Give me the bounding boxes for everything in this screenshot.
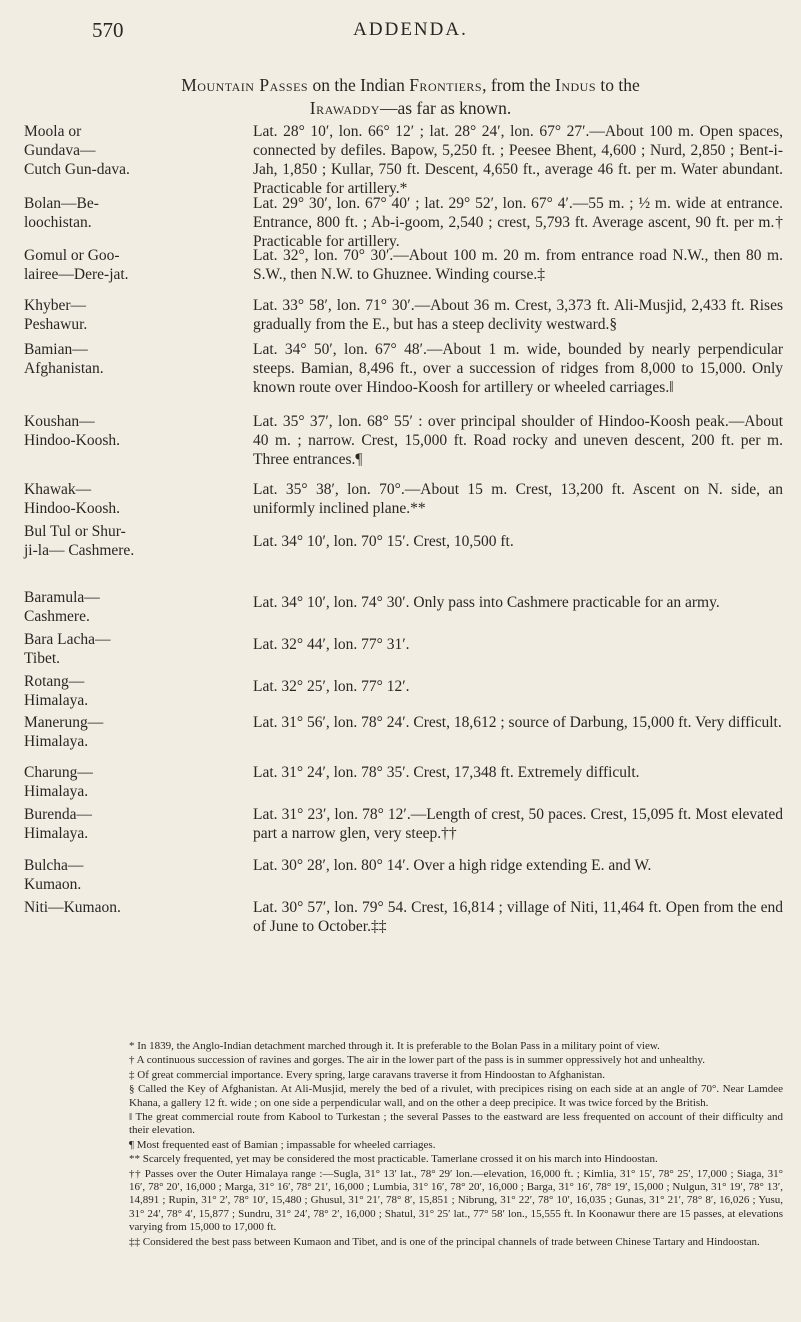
footnote: ¶ Most frequented east of Bamian ; impassable for wheeled carriages.	[129, 1138, 436, 1151]
pass-name: Rotang— Himalaya.	[24, 673, 89, 709]
title-part: Mountain Passes	[181, 75, 309, 95]
section-title	[60, 74, 761, 120]
title-part: Indus	[555, 75, 597, 95]
pass-description: Lat. 28° 10′, lon. 66° 12′ ; lat. 28° 24′, lon. 67° 27′.—About 100 m. Open spaces, connected by defiles. Bapow, 5,250 ft. ; Peesee Bhent, 4,600 ; Nurd, 2,850 ; Bent-i-Jah, 1,850 ; Kullar, 750 ft. Descent, 4,650 ft., average 46 ft. per m. Water abundant. Practicable for artillery.*	[253, 123, 783, 197]
page-header	[60, 18, 761, 42]
pass-name: Bamian— Afghanistan.	[24, 341, 104, 377]
pass-description: Lat. 34° 50′, lon. 67° 48′.—About 1 m. wide, bounded by nearly perpendicular steeps. Bamian, 8,496 ft., over a succession of ridges from 8,000 to 15,000. Only known route over Hindoo-Koosh for artillery or wheeled carriages.‖	[253, 341, 783, 396]
pass-description: Lat. 35° 37′, lon. 68° 55′ : over principal shoulder of Hindoo-Koosh peak.—About 40 m. ; narrow. Crest, 15,000 ft. Road rocky and uneven descent, 200 ft. per m. Three entrances.¶	[253, 413, 783, 468]
pass-description: Lat. 31° 23′, lon. 78° 12′.—Length of crest, 50 paces. Crest, 15,095 ft. Most elevated part a narrow glen, very steep.††	[253, 806, 783, 842]
footnote: ‡‡ Considered the best pass between Kumaon and Tibet, and is one of the principal channels of trade between Chinese Tartary and Hindoostan.	[129, 1235, 760, 1248]
pass-description: Lat. 29° 30′, lon. 67° 40′ ; lat. 29° 52′, lon. 67° 4′.—55 m. ; ½ m. wide at entrance. Entrance, 800 ft. ; Ab-i-goom, 2,540 ; crest, 5,793 ft. Average ascent, 90 ft. per m.† Practicable for artillery.	[253, 195, 783, 250]
pass-name: Koushan— Hindoo-Koosh.	[24, 413, 121, 449]
pass-name: Gomul or Goo-lairee—Dere-jat.	[24, 247, 129, 283]
pass-description: Lat. 32°, lon. 70° 30′.—About 100 m. 20 m. from entrance road N.W., then 80 m. S.W., then N.W. to Ghuznee. Winding course.‡	[253, 247, 783, 283]
pass-description: Lat. 34° 10′, lon. 74° 30′. Only pass into Cashmere practicable for an army.	[253, 594, 720, 611]
pass-description: Lat. 32° 44′, lon. 77° 31′.	[253, 636, 410, 653]
running-title: ADDENDA.	[353, 19, 468, 40]
pass-name: Manerung— Himalaya.	[24, 714, 104, 750]
section-title-line-1	[60, 74, 761, 97]
title-part: to the	[596, 75, 640, 95]
title-part: Irawaddy	[309, 98, 380, 118]
pass-name: Moola or Gundava— Cutch Gun-dava.	[24, 123, 130, 178]
footnote: ‖ The great commercial route from Kabool to Turkestan ; the several Passes to the eastward are less frequented on account of their difficulty and their elevation.	[129, 1111, 783, 1137]
pass-name: Baramula— Cashmere.	[24, 589, 100, 625]
pass-name: Khyber— Peshawur.	[24, 297, 88, 333]
footnote: ** Scarcely frequented, yet may be considered the most practicable. Tamerlane crossed it on his march into Hindoostan.	[129, 1153, 658, 1166]
pass-description: Lat. 31° 56′, lon. 78° 24′. Crest, 18,612 ; source of Darbung, 15,000 ft. Very difficult.	[253, 714, 782, 731]
pass-name: Khawak— Hindoo-Koosh.	[24, 481, 121, 517]
footnotes	[129, 1040, 783, 1250]
pass-description: Lat. 31° 24′, lon. 78° 35′. Crest, 17,348 ft. Extremely difficult.	[253, 764, 640, 781]
title-part: Frontiers	[409, 75, 483, 95]
pass-name: Niti—Kumaon.	[24, 899, 121, 916]
pass-description: Lat. 32° 25′, lon. 77° 12′.	[253, 678, 410, 695]
pass-description: Lat. 30° 57′, lon. 79° 54. Crest, 16,814 ; village of Niti, 11,464 ft. Open from the end of June to October.‡‡	[253, 899, 783, 935]
pass-description: Lat. 34° 10′, lon. 70° 15′. Crest, 10,500 ft.	[253, 533, 514, 550]
page-number: 570	[92, 18, 124, 42]
pass-name: Bara Lacha— Tibet.	[24, 631, 111, 667]
footnote: § Called the Key of Afghanistan. At Ali-Musjid, merely the bed of a rivulet, with precipices rising on each side at an angle of 70°. Near Lamdee Khana, a gallery 12 ft. wide ; on one side a perpendicular wall, and on the other a deep precipice. It was twice forced by the British.	[129, 1083, 783, 1109]
footnote: ‡ Of great commercial importance. Every spring, large caravans traverse it from Hindoostan to Afghanistan.	[129, 1068, 605, 1081]
footnote: † A continuous succession of ravines and gorges. The air in the lower part of the pass is in summer oppressively hot and unhealthy.	[129, 1054, 705, 1067]
pass-name: Charung— Himalaya.	[24, 764, 93, 800]
title-part: , from the	[482, 75, 556, 95]
pass-description: Lat. 30° 28′, lon. 80° 14′. Over a high ridge extending E. and W.	[253, 857, 652, 874]
pass-name: Bulcha— Kumaon.	[24, 857, 84, 893]
pass-name: Burenda— Himalaya.	[24, 806, 93, 842]
pass-description: Lat. 33° 58′, lon. 71° 30′.—About 36 m. Crest, 3,373 ft. Ali-Musjid, 2,433 ft. Rises gradually from the E., but has a steep declivity westward.§	[253, 297, 783, 333]
pass-description: Lat. 35° 38′, lon. 70°.—About 15 m. Crest, 13,200 ft. Ascent on N. side, an uniformly inclined plane.**	[253, 481, 783, 517]
title-part: —as far as known.	[379, 98, 512, 118]
pass-name: Bolan—Be-loochistan.	[24, 195, 99, 231]
pass-name: Bul Tul or Shur-ji-la— Cashmere.	[24, 523, 135, 559]
section-title-line-2	[60, 97, 761, 120]
title-part: on the Indian	[308, 75, 410, 95]
footnote: * In 1839, the Anglo-Indian detachment marched through it. It is preferable to the Bolan Pass in a military point of view.	[129, 1040, 660, 1052]
footnote: †† Passes over the Outer Himalaya range :—Sugla, 31° 13′ lat., 78° 29′ lon.—elevation, 16,000 ft. ; Kimlia, 31° 15′, 78° 25′, 17,000 ; Siaga, 31° 16′, 78° 20′, 16,000 ; Marga, 31° 16′, 78° 21′, 16,000 ; Lumbia, 31° 16′, 78° 20′, 16,000 ; Barga, 31° 16′, 78° 19′, 15,000 ; Nulgun, 31° 19′, 78° 13′, 14,891 ; Rupin, 31° 2′, 78° 10′, 15,480 ; Ghusul, 31° 21′, 78° 8′, 15,851 ; Nibrung, 31° 22′, 78° 10′, 16,035 ; Gunas, 31° 21′, 78° 8′, 16,026 ; Yusu, 31° 24′, 78° 4′, 15,877 ; Sundru, 31° 24′, 78° 2′, 16,000 ; Shatul, 31° 25′ lat., 77° 58′ lon., 15,555 ft. In Koonawur there are 15 passes, at elevations varying from 15,000 to 17,000 ft.	[129, 1167, 783, 1234]
